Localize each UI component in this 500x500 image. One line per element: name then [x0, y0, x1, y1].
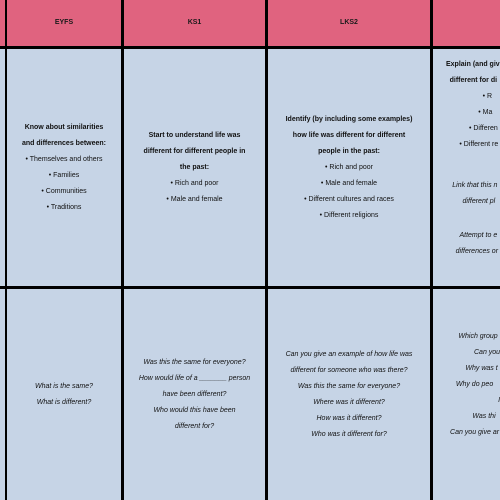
- row2-ks1-q2: How would life of a _______ person: [138, 374, 251, 382]
- row1-eyfs-item-3: • Communities: [41, 187, 87, 195]
- row1-uks2-note-1: Link that this n: [452, 182, 498, 189]
- row1-eyfs: [7, 49, 121, 286]
- row2-uks2-q7: Can you give ar: [450, 429, 500, 436]
- row2-eyfs: [7, 289, 121, 500]
- row2-ks1-q5: different for?: [174, 422, 215, 430]
- header-eyfs-label: EYFS: [54, 19, 74, 26]
- header-eyfs: [7, 0, 121, 46]
- row1-eyfs-item-4: • Traditions: [46, 203, 82, 211]
- row1-ks1-item-2: • Male and female: [166, 195, 223, 203]
- row1-lks2-lead-1: Identify (by including some examples): [285, 115, 413, 123]
- row1-uks2-item-1: • R: [482, 93, 493, 100]
- row2-uks2-q1: Which group: [458, 333, 498, 340]
- row1-ks1-lead-1: Start to understand life was: [148, 131, 241, 139]
- header-ks1-label: KS1: [187, 19, 202, 26]
- row1-uks2-item-3: • Differen: [468, 125, 498, 132]
- row2-eyfs-q1: What is the same?: [35, 382, 93, 390]
- row2-lks2-q4: Where was it different?: [313, 398, 385, 406]
- row1-eyfs-lead-1: Know about similarities: [24, 123, 104, 131]
- header-lks2-label: LKS2: [340, 19, 358, 26]
- row1-lks2-lead-2: how life was different for different: [292, 131, 406, 139]
- header-uks2: [433, 0, 500, 46]
- row2-uks2-content: [447, 329, 500, 441]
- header-lks2: [268, 0, 430, 46]
- row1-uks2-note-3: Attempt to e: [459, 232, 498, 239]
- row1-lks2-item-2: • Male and female: [320, 179, 378, 187]
- row2-lks2-q3: Was this the same for everyone?: [297, 382, 401, 390]
- row1-uks2-note-2: different pl: [462, 198, 496, 205]
- row1-uks2-content: [446, 57, 500, 260]
- row1-eyfs-item-2: • Families: [48, 171, 80, 179]
- row1-ks1-item-1: • Rich and poor: [170, 179, 219, 187]
- row2-uks2-q4: Why do peo: [455, 381, 494, 388]
- row2-lks2-q6: Who was it different for?: [311, 430, 387, 438]
- left-edge-row2: [0, 289, 5, 500]
- row1-lks2-item-4: • Different religions: [319, 211, 379, 219]
- row2-uks2-q5: I: [498, 397, 500, 404]
- row2-uks2-q3: Why was t: [465, 365, 498, 372]
- row2-eyfs-q2: What is different?: [36, 398, 92, 406]
- row1-ks1-lead-2: different for different people in: [143, 147, 246, 155]
- row2-ks1: [124, 289, 265, 500]
- row1-lks2-item-3: • Different cultures and races: [304, 195, 394, 203]
- row1-eyfs-item-1: • Themselves and others: [25, 155, 103, 163]
- row2-uks2: [433, 289, 500, 500]
- left-edge-header: [0, 0, 5, 46]
- row1-uks2-lead-2: different for di: [449, 77, 498, 84]
- row2-ks1-q1: Was this the same for everyone?: [143, 358, 246, 366]
- row1-uks2-item-2: • Ma: [478, 109, 493, 116]
- row2-lks2: [268, 289, 430, 500]
- row1-ks1-lead-3: the past:: [179, 163, 210, 171]
- row2-lks2-q2: different for someone who was there?: [290, 366, 408, 374]
- row1-ks1: [124, 49, 265, 286]
- row2-uks2-q6: Was thi: [472, 413, 496, 420]
- header-ks1: [124, 0, 265, 46]
- row2-uks2-q2: Can you: [474, 349, 500, 356]
- row2-lks2-q1: Can you give an example of how life was: [285, 350, 413, 358]
- row1-uks2: [433, 49, 500, 286]
- left-edge-row1: [0, 49, 5, 286]
- row2-ks1-q3: have been different?: [162, 390, 227, 398]
- row1-uks2-item-4: • Different re: [459, 141, 499, 148]
- row1-uks2-note-4: differences or: [455, 248, 499, 255]
- row1-eyfs-lead-2: and differences between:: [21, 139, 107, 147]
- row2-lks2-q5: How was it different?: [316, 414, 382, 422]
- row1-lks2-lead-3: people in the past:: [318, 147, 380, 155]
- row2-ks1-q4: Who would this have been: [153, 406, 236, 414]
- row1-lks2: [268, 49, 430, 286]
- row1-uks2-lead-1: Explain (and giv: [446, 61, 500, 68]
- row1-lks2-item-1: • Rich and poor: [325, 163, 373, 171]
